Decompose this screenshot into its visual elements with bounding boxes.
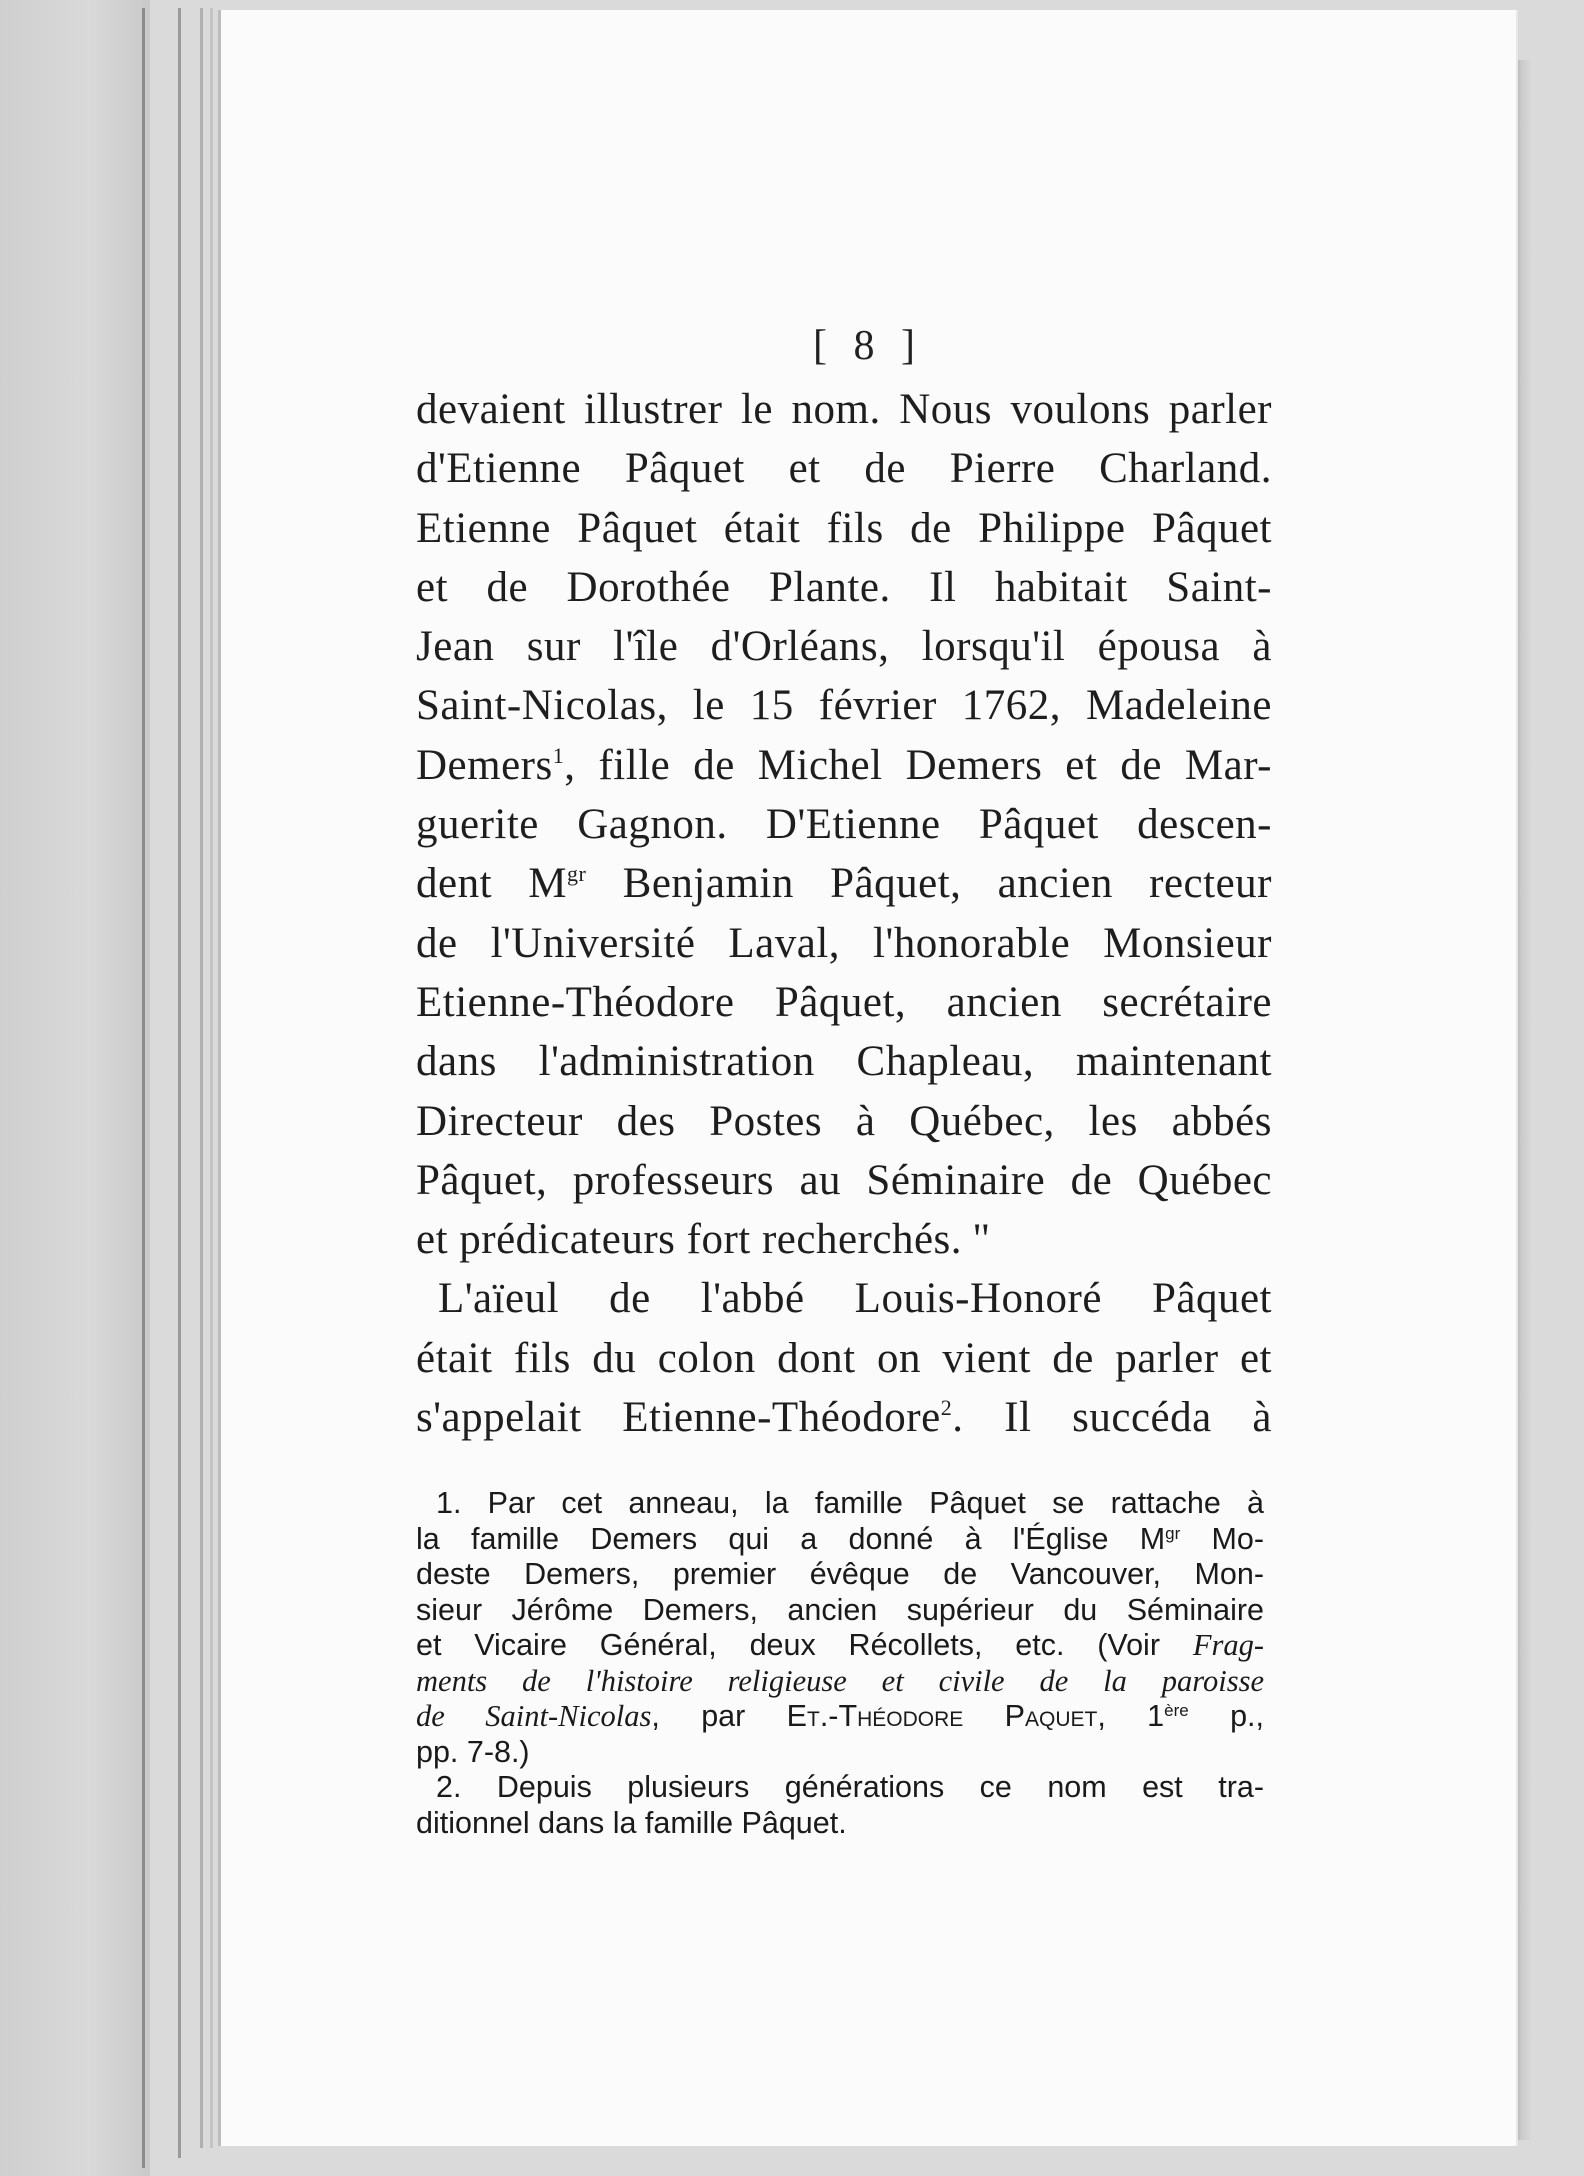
italic-title: ments de l'histoire religieuse et civile de la paroisse [416,1663,1264,1698]
text-fragment: . Il succéda à [952,1394,1273,1442]
text-line: devaient illustrer le nom. Nous voulons parler [416,386,1272,433]
text-line: Saint-Nicolas, le 15 février 1762, Madeleine [416,682,1272,730]
superscript-ordinal: ère [1164,1701,1189,1720]
text-line: de l'Université Laval, l'honorable Monsieur [416,919,1272,967]
text-line [416,1388,1272,1447]
text-line: Etienne-Théodore Pâquet, ancien secrétaire [416,978,1272,1026]
text-fragment: la famille Demers qui a donné à l'Église M [416,1521,1166,1556]
book-edge-line [200,8,203,2148]
footnote-marker: 2 [940,1395,953,1421]
text-fragment: , 1 [1097,1699,1165,1733]
text-line: guerite Gagnon. D'Etienne Pâquet descen- [416,801,1272,849]
author-name: Et.-Théodore Paquet [786,1699,1098,1733]
footnote-line [416,1664,1264,1700]
text-fragment: p., [1188,1699,1264,1733]
text-line [416,736,1272,795]
text-line: Etienne Pâquet était fils de Philippe Pâquet [416,504,1272,552]
text-line [416,854,1272,913]
text-fragment: dent M [416,860,568,908]
text-fragment: Demers [416,741,553,789]
footnote-line [416,1699,1264,1735]
text-line: d'Etienne Pâquet et de Pierre Charland. [416,445,1272,493]
footnote-line: 1. Par cet anneau, la famille Pâquet se rattache à [436,1486,1264,1520]
text-line: L'aïeul de l'abbé Louis-Honoré Pâquet [438,1275,1272,1323]
text-line: était fils du colon dont on vient de parler et [416,1334,1272,1382]
scanner-background-left [0,0,150,2176]
page-number: [ 8 ] [813,323,923,369]
footnote-line [416,1522,1264,1558]
italic-title: Frag- [1192,1628,1264,1662]
footnotes [416,1486,1264,1841]
text-line: Directeur des Postes à Québec, les abbés [416,1097,1272,1145]
book-edge-line [210,8,213,2148]
footnote-line: ditionnel dans la famille Pâquet. [416,1805,847,1840]
book-edge-line [142,8,145,2168]
text-line: dans l'administration Chapleau, maintenant [416,1038,1272,1086]
superscript-abbreviation: gr [1165,1523,1181,1543]
footnote-line: 2. Depuis plusieurs générations ce nom est tra- [436,1770,1264,1804]
text-fragment: , fille de Michel Demers et de Mar- [564,741,1272,789]
body-text [416,380,1272,1447]
footnote-line: pp. 7-8.) [416,1734,530,1769]
footnote-line: sieur Jérôme Demers, ancien supérieur du Séminaire [416,1592,1264,1627]
text-line: et prédicateurs fort recherchés. '' [416,1216,990,1264]
footnote-marker: 1 [552,742,565,768]
superscript-abbreviation: gr [567,861,587,887]
text-fragment: s'appelait Etienne-Théodore [416,1394,941,1442]
text-fragment: Benjamin Pâquet, ancien recteur [586,860,1272,908]
footnote-line [416,1628,1264,1664]
text-fragment: , par [651,1699,787,1733]
footnote-line: deste Demers, premier évêque de Vancouver, Mon- [416,1557,1264,1591]
text-fragment: Mo- [1180,1521,1265,1556]
italic-title: de Saint-Nicolas [416,1699,652,1733]
text-fragment: et Vicaire Général, deux Récollets, etc. (Voir [416,1628,1193,1662]
text-line: et de Dorothée Plante. Il habitait Saint- [416,563,1272,611]
text-line: Jean sur l'île d'Orléans, lorsqu'il épousa à [416,623,1272,671]
book-edge-line [178,8,181,2158]
text-line: Pâquet, professeurs au Séminaire de Québec [416,1156,1272,1204]
